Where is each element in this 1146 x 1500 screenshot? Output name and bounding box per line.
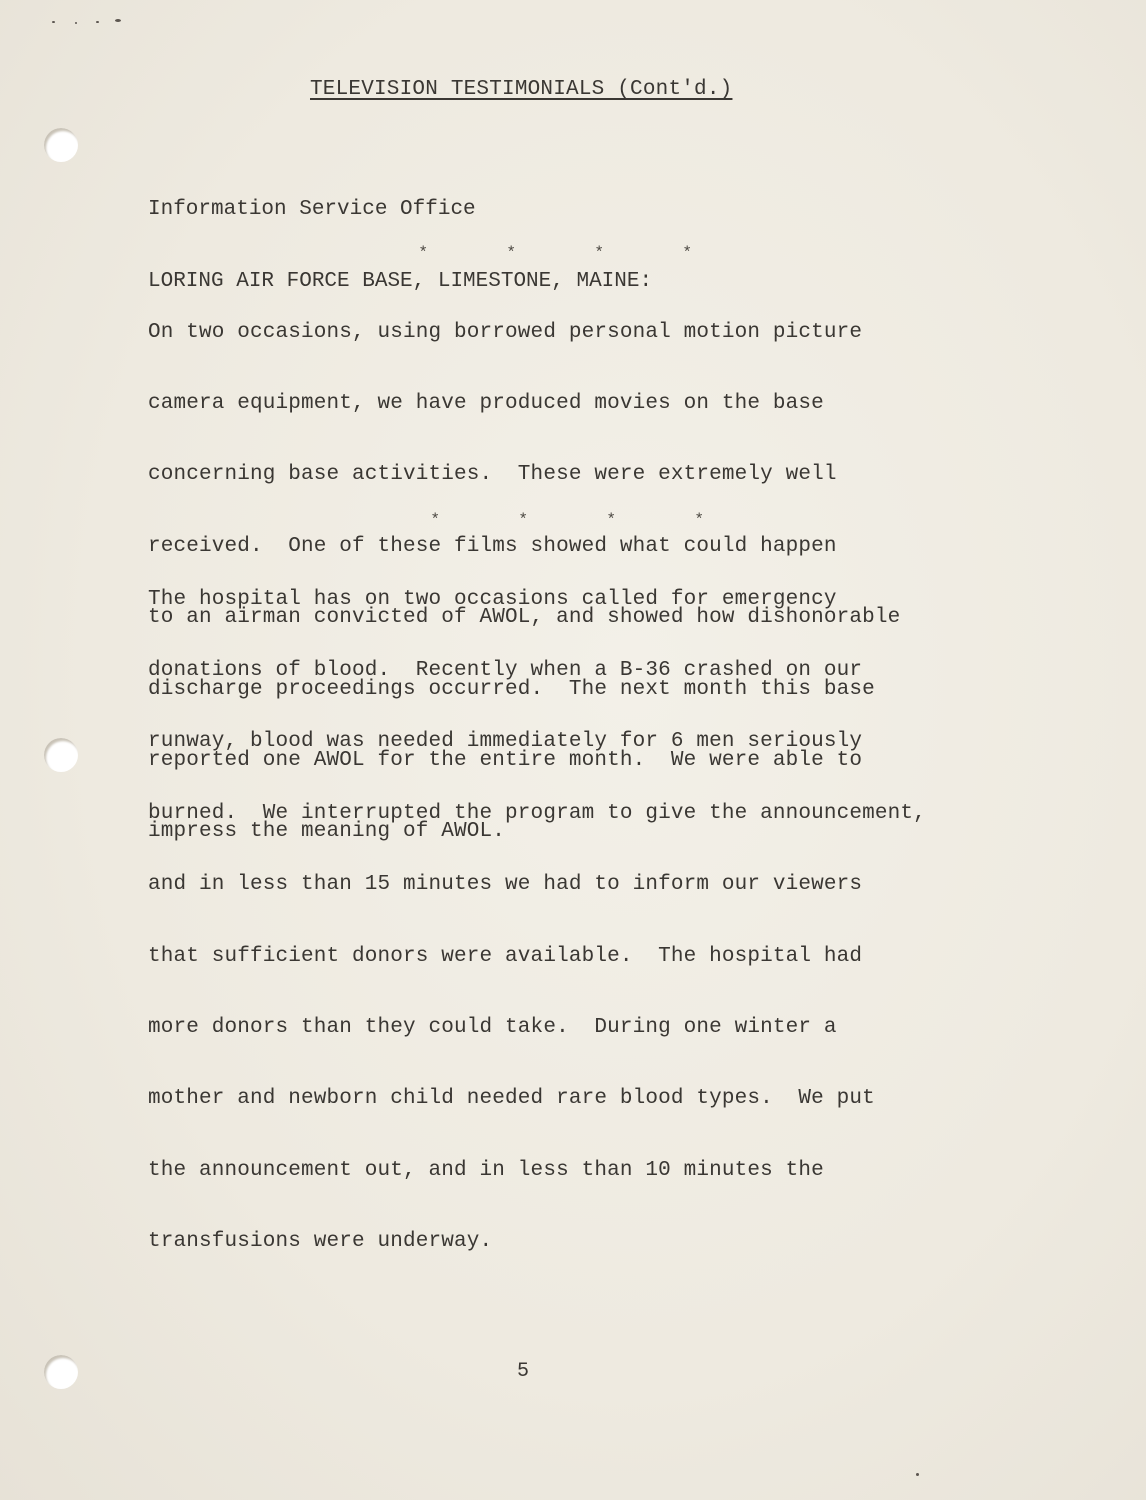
punch-hole-bottom [44,1355,78,1389]
paragraph-line: The hospital has on two occasions called for emergency [148,587,837,611]
paper-speck [75,22,77,24]
separator-asterisk: * [418,244,429,262]
base-location: LORING AIR FORCE BASE, LIMESTONE, MAINE: [148,270,653,293]
separator-asterisk: * [506,244,517,262]
paragraph-line: reported one AWOL for the entire month. We were able to [148,748,863,772]
paragraph-line: the announcement out, and in less than 10 minutes the [148,1158,824,1182]
paragraph-line: received. One of these films showed what could happen [148,534,837,558]
paragraph-line: more donors than they could take. During one winter a [148,1015,837,1039]
separator-1 [380,226,770,280]
paper-speck [52,21,55,23]
paragraph-line: On two occasions, using borrowed personal motion picture [148,320,863,344]
separator-asterisk: * [594,244,605,262]
paper-speck [96,21,99,23]
paragraph-line: that sufficient donors were available. The hospital had [148,944,863,968]
paper-speck [115,19,121,22]
paragraph-line: camera equipment, we have produced movies on the base [148,391,824,415]
separator-asterisk: * [430,511,441,529]
paragraph-line: impress the meaning of AWOL. [148,820,506,844]
paragraph-line: concerning base activities. These were extremely well [148,463,837,487]
separator-asterisk: * [694,511,705,529]
paragraph-line: and in less than 15 minutes we had to inform our viewers [148,873,863,897]
paragraph-line: donations of blood. Recently when a B-36 crashed on our [148,658,863,682]
document-title: TELEVISION TESTIMONIALS (Cont'd.) [310,78,733,101]
paragraph-line: runway, blood was needed immediately for 6 men seriously [148,730,863,754]
separator-asterisk: * [682,244,693,262]
punch-hole-top [44,128,78,162]
punch-hole-middle [44,738,78,772]
paragraph-hospital [148,540,926,1302]
separator-asterisk: * [518,511,529,529]
paragraph-line: mother and newborn child needed rare blood types. We put [148,1087,875,1111]
separator-asterisk: * [606,511,617,529]
paragraph-line: discharge proceedings occurred. The next month this base [148,677,875,701]
separator-2 [392,493,782,547]
paragraph-line: transfusions were underway. [148,1230,493,1254]
paragraph-line: to an airman convicted of AWOL, and showed how dishonorable [148,606,901,630]
office-name: Information Service Office [148,198,476,221]
paragraph-line: burned. We interrupted the program to give the announcement, [148,801,926,825]
paper-speck [916,1473,919,1476]
page-number: 5 [517,1360,530,1383]
